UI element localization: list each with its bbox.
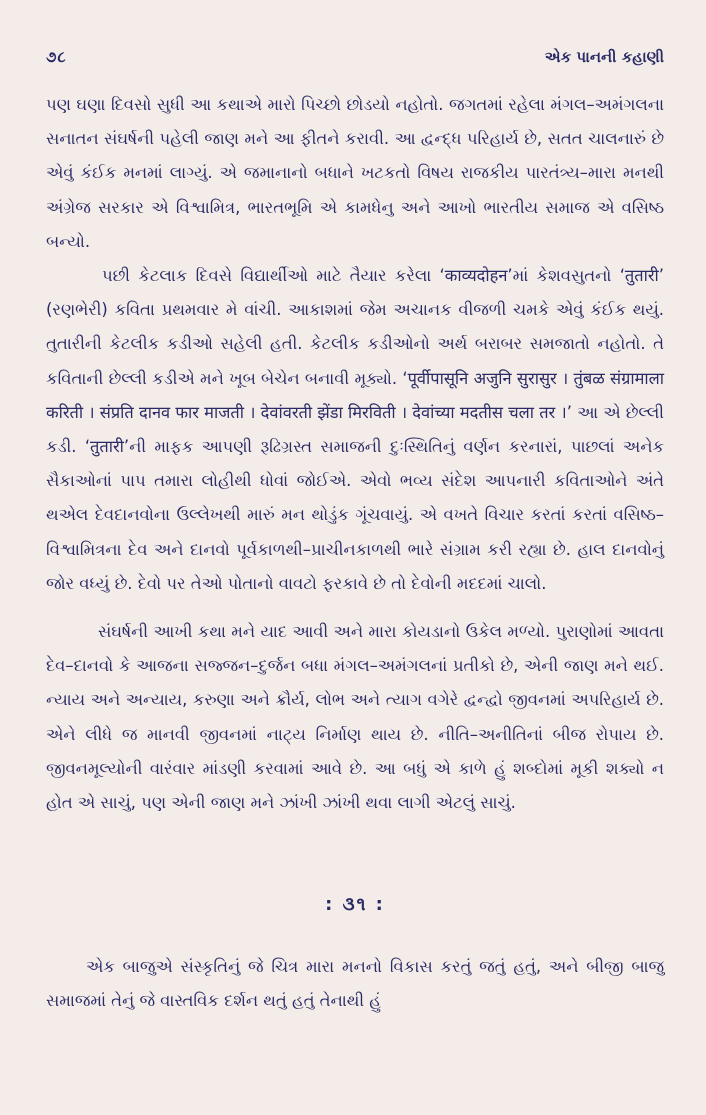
paragraph: પછી કેટલાક દિવસે વિદ્યાર્થીઓ માટે તૈયાર કરેલા ‘काव्यदोहन’માં કેશવસુતનો ‘तुतारी’ (રણભેરી) કવિતા પ્રથમવાર મે વાંચી. આકાશમાં જેમ અચાનક વીજળી ચમકે એવું કંઈક થયું. તુતારીની કેટલીક કડીઓ સહેલી હતી. કેટલીક કડીઓનો અર્થ બરાબર સમજાતો નહોતો. તે કવિતાની છેલ્લી કડીએ મને ખૂબ બેચેન બનાવી મૂક્યો. ‘पूर्वीपासूनि अजुनि सुरासुर । तुंबळ संग्रामाला करिती । संप्रति दानव फार माजती । देवांवरती झेंडा मिरविती । देवांच्या मदतीस चला तर ।’ આ એ છેલ્લી કડી. ‘तुतारी’ની માફક આપણી રૂઢિગ્રસ્ત સમાજની દુઃસ્થિતિનું વર્ણન કરનારાં, પાછલાં અનેક સૈકાઓનાં પાપ તમારા લોહીથી ધોવાં જોઈએ. એવો ભવ્ય સંદેશ આપનારી કવિતાઓને અંતે થએલ દેવદાનવોના ઉલ્લેખથી મારું મન થોડુંક ગૂંચવાયું. એ વખતે વિચાર કરતાં કરતાં વસિષ્ઠ–વિશ્વામિત્રના દેવ અને દાનવો પૂર્વકાળથી–પ્રાચીનકાળથી ભારે સંગ્રામ કરી રહ્યા છે. હાલ દાનવોનું જોર વધ્યું છે. દેવો પર તેઓ પોતાનો વાવટો ફરકાવે છે તો દેવોની મદદમાં ચાલો. bbox=[46, 266, 664, 593]
page-header bbox=[46, 48, 664, 88]
paragraph: પણ ઘણા દિવસો સુધી આ કથાએ મારો પિચ્છો છોડયો નહોતો. જગતમાં રહેલા મંગલ–અમંગલના સનાતન સંઘર્ષની પહેલી જાણ મને આ ફીતને કરાવી. આ દ્વન્દ્ધ પરિહાર્ય છે, સતત ચાલનારું છે એવું કંઈક મનમાં લાગ્યું. એ જમાનાનો બધાને ખટકતો વિષય રાજકીય પારતંત્ર્ય–મારા મનથી અંગ્રેજ સરકાર એ વિશ્વામિત્ર, ભારતભૂમિ એ કામધેનુ અને આખો ભારતીય સમાજ એ વસિષ્ઠ બન્યો. bbox=[46, 95, 664, 251]
body-text bbox=[46, 88, 664, 1019]
paragraph: એક બાજુએ સંસ્કૃતિનું જે ચિત્ર મારા મનનો વિકાસ કરતું જતું હતું, અને બીજી બાજુ સમાજમાં તેનું જે વાસ્તવિક દર્શન થતું હતું તેનાથી હું bbox=[46, 957, 664, 1011]
page-number: ૭૮ bbox=[46, 48, 67, 66]
paragraph: સંઘર્ષની આખી કથા મને યાદ આવી અને મારા કોયડાનો ઉકેલ મળ્યો. પુરાણોમાં આવતા દેવ–દાનવો કે આજના સજ્જન–દુર્જન બધા મંગલ–અમંગલનાં પ્રતીકો છે, એની જાણ મને થઈ. ન્યાય અને અન્યાય, કરુણા અને ક્રૌર્ય, લોભ અને ત્યાગ વગેરે દ્વન્દ્વો જીવનમાં અપરિહાર્ય છે. એને લીધે જ માનવી જીવનમાં નાટ્ય નિર્માણ થાય છે. નીતિ–અનીતિનાં બીજ રોપાય છે. જીવનમૂલ્યોની વારંવાર માંડણી કરવામાં આવે છે. આ બધું એ કાળે હું શબ્દોમાં મૂકી શક્યો ન હોત એ સાચું, પણ એની જાણ મને ઝાંખી ઝાંખી થવા લાગી એટલું સાચું. bbox=[46, 622, 664, 813]
section-number: : ૩૧ : bbox=[325, 894, 385, 916]
running-title: એક પાનની કહાણી bbox=[544, 48, 664, 66]
